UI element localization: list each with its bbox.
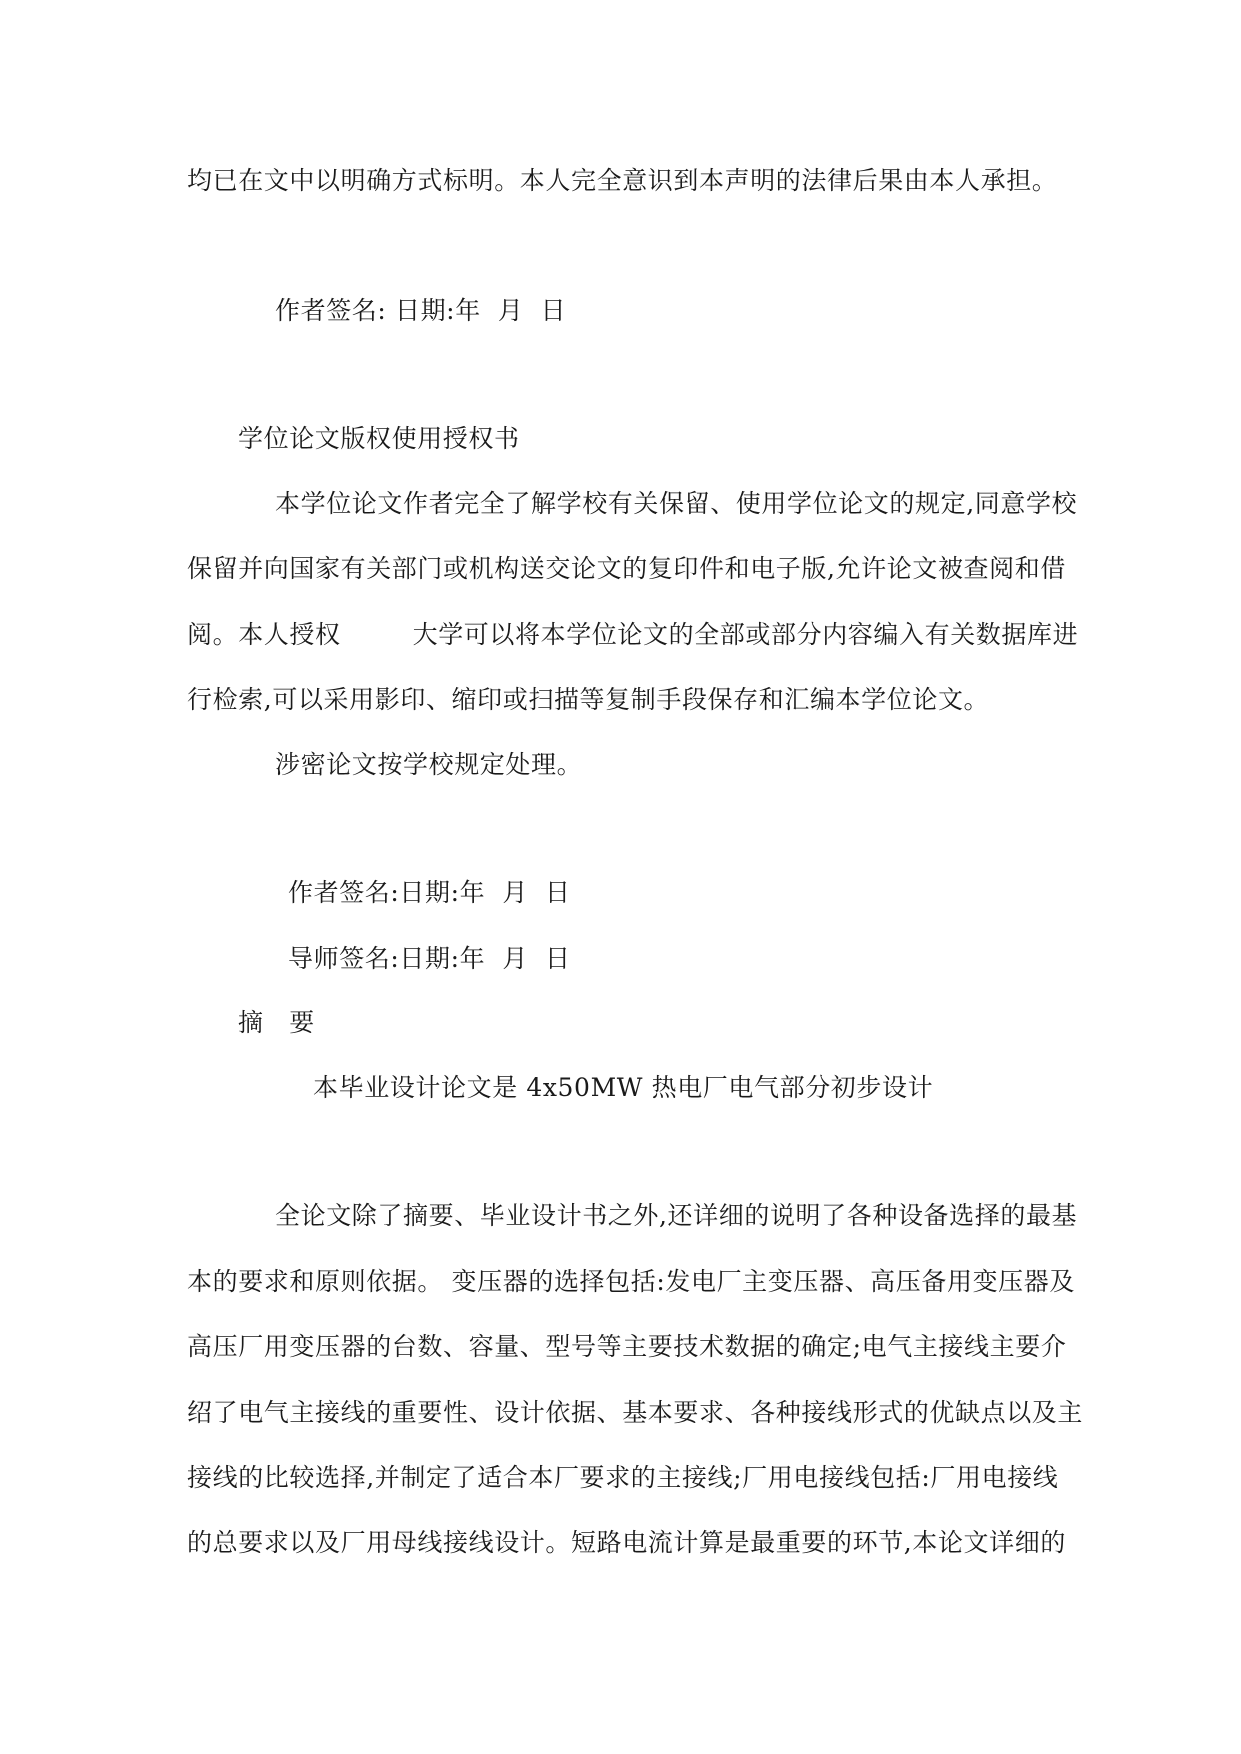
declaration-end-text: 均已在文中以明确方式标明。本人完全意识到本声明的法律后果由本人承担。 (187, 166, 1058, 195)
copyright-para-line-3 (187, 620, 1078, 650)
abstract-para-line-5: 接线的比较选择,并制定了适合本厂要求的主接线;厂用电接线包括:厂用电接线 (187, 1463, 1059, 1492)
copyright-para-line-2: 保留并向国家有关部门或机构送交论文的复印件和电子版,允许论文被查阅和借 (187, 554, 1066, 583)
abstract-para-line-4: 绍了电气主接线的重要性、设计依据、基本要求、各种接线形式的优缺点以及主 (187, 1398, 1084, 1427)
copyright-para-line-1: 本学位论文作者完全了解学校有关保留、使用学位论文的规定,同意学校 (275, 489, 1078, 518)
confidential-note: 涉密论文按学校规定处理。 (275, 750, 583, 779)
copyright-heading: 学位论文版权使用授权书 (238, 424, 520, 453)
copyright-para-line-4: 行检索,可以采用影印、缩印或扫描等复制手段保存和汇编本学位论文。 (187, 685, 990, 714)
advisor-signature-line: 导师签名:日期:年 月 日 (288, 944, 571, 973)
abstract-para-line-3: 高压厂用变压器的台数、容量、型号等主要技术数据的确定;电气主接线主要介 (187, 1332, 1067, 1361)
abstract-para-line-6: 的总要求以及厂用母线接线设计。短路电流计算是最重要的环节,本论文详细的 (187, 1528, 1066, 1557)
signature-line-1: 作者签名: 日期:年 月 日 (275, 296, 567, 325)
abstract-heading: 摘 要 (238, 1008, 315, 1037)
abstract-para-line-2: 本的要求和原则依据。 变压器的选择包括:发电厂主变压器、高压备用变压器及 (187, 1267, 1075, 1296)
abstract-para-line-1: 全论文除了摘要、毕业设计书之外,还详细的说明了各种设备选择的最基 (275, 1201, 1078, 1230)
copyright-para-line-3b: 大学可以将本学位论文的全部或部分内容编入有关数据库进 (412, 620, 1079, 649)
author-signature-line: 作者签名:日期:年 月 日 (288, 878, 571, 907)
abstract-title: 本毕业设计论文是 4x50MW 热电厂电气部分初步设计 (313, 1073, 934, 1102)
copyright-para-line-3a: 阅。本人授权 (187, 620, 341, 649)
